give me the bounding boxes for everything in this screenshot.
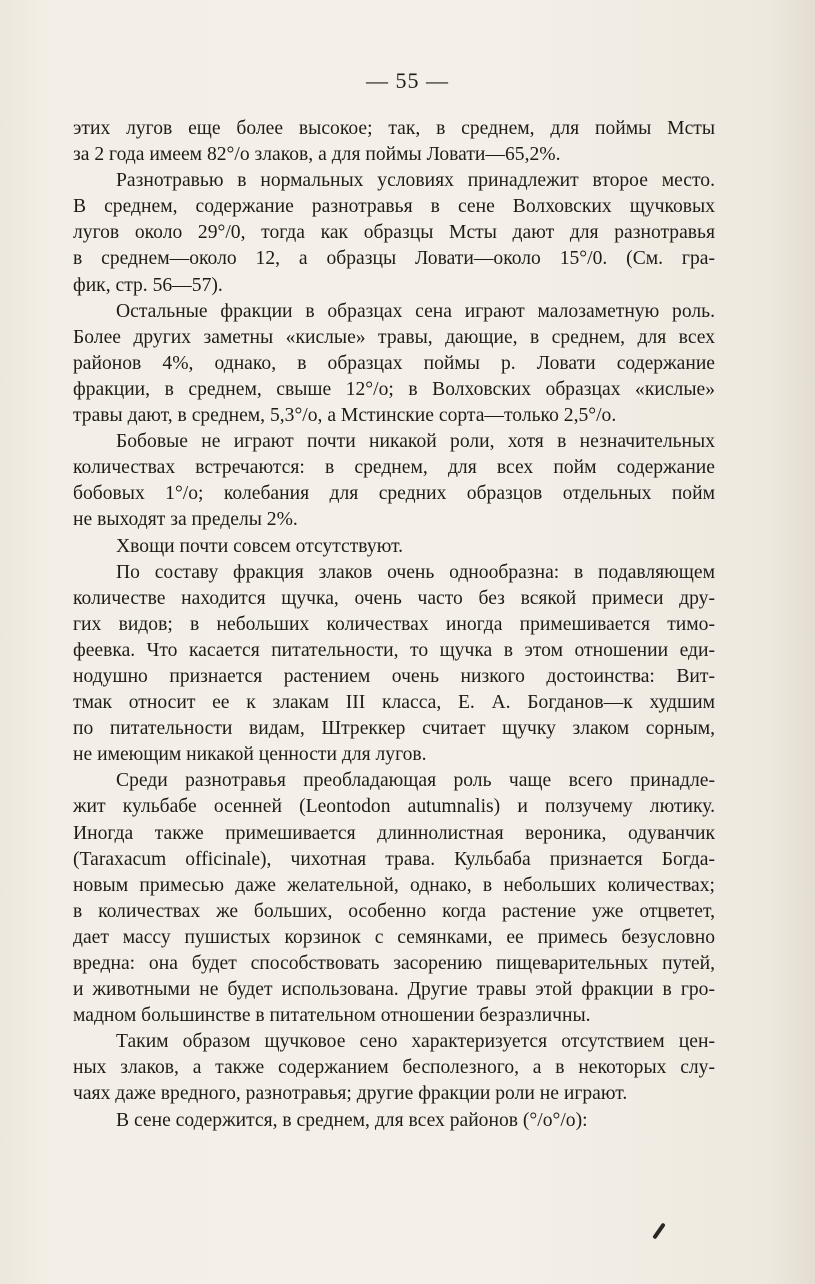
text-line: не выходят за пределы 2%. (73, 509, 298, 531)
paragraph (73, 1108, 715, 1134)
text-line: По составу фракция злаков очень однообразна: в подавляющем (116, 561, 715, 583)
text-line: районов 4%, однако, в образцах поймы р. Ловати содержание (73, 352, 715, 374)
text-line: фик, стр. 56—57). (73, 274, 223, 296)
text-line: этих лугов еще более высокое; так, в среднем, для поймы Мсты (73, 118, 715, 139)
text-line: не имеющим никакой ценности для лугов. (73, 744, 427, 766)
text-line: в количествах же больших, особенно когда растение уже отцветет, (73, 900, 715, 922)
text-line: травы дают, в среднем, 5,3°/о, а Мстинские сорта—только 2,5°/о. (73, 405, 617, 427)
text-line: В среднем, содержание разнотравья в сене Волховских щучковых (73, 196, 715, 218)
paragraph (73, 429, 715, 533)
text-line: феевка. Что касается питательности, то щучка в этом отношении еди- (73, 639, 715, 661)
paragraph (73, 116, 715, 168)
text-line: В сене содержится, в среднем, для всех районов (°/о°/о): (116, 1109, 588, 1131)
text-line: тмак относит ее к злакам III класса, Е. А. Богданов—к худшим (73, 692, 715, 714)
pencil-mark (652, 1222, 666, 1239)
body-text (73, 116, 715, 1134)
text-line: Хвощи почти совсем отсутствуют. (116, 535, 404, 557)
text-line: количестве находится щучка, очень часто без всякой примеси дру- (73, 587, 715, 609)
paragraph (73, 560, 715, 769)
text-line: Бобовые не играют почти никакой роли, хотя в незначительных (116, 431, 715, 453)
text-line: Более других заметны «кислые» травы, дающие, в среднем, для всех (73, 326, 715, 348)
paragraph (73, 299, 715, 429)
text-line: Остальные фракции в образцах сена играют малозаметную роль. (116, 300, 715, 322)
text-line: по питательности видам, Штреккер считает щучку злаком сорным, (73, 718, 715, 740)
text-line: вредна: она будет способствовать засорению пищеварительных путей, (73, 953, 715, 974)
text-line: Иногда также примешивается длиннолистная вероника, одуванчик (73, 822, 715, 844)
text-line: новым примесью даже желательной, однако, в небольших количествах; (73, 874, 715, 896)
text-line: Таким образом щучковое сено характеризуется отсутствием цен- (116, 1031, 715, 1053)
text-line: жит кульбабе осенней (Leontodon autumnalis) и ползучему лютику. (73, 796, 715, 818)
text-line: и животными не будет использована. Другие травы этой фракции в гро- (73, 979, 715, 1001)
text-line: бобовых 1°/о; колебания для средних образцов отдельных пойм (73, 483, 715, 505)
paragraph (73, 1029, 715, 1107)
text-line: ных злаков, а также содержанием бесполезного, а в некоторых слу- (73, 1057, 715, 1079)
paragraph (73, 768, 715, 1029)
paragraph (73, 168, 715, 298)
text-line: гих видов; в небольших количествах иногда примешивается тимо- (73, 613, 715, 635)
text-line: лугов около 29°/0, тогда как образцы Мсты дают для разнотравья (73, 222, 715, 244)
text-line: количествах встречаются: в среднем, для всех пойм содержание (73, 457, 715, 479)
text-line: в среднем—около 12, а образцы Ловати—около 15°/0. (См. гра- (73, 248, 715, 270)
text-line: (Taraxacum officinale), чихотная трава. Кульбаба признается Богда- (73, 848, 715, 870)
text-line: за 2 года имеем 82°/о злаков, а для поймы Ловати—65,2%. (73, 144, 561, 166)
text-line: чаях даже вредного, разнотравья; другие фракции роли не играют. (73, 1083, 628, 1105)
page-number: — 55 — (366, 68, 449, 93)
text-line: фракции, в среднем, свыше 12°/о; в Волховских образцах «кислые» (73, 378, 715, 400)
text-line: мадном большинстве в питательном отношении безразличны. (73, 1005, 591, 1027)
text-line: дает массу пушистых корзинок с семянками, ее примесь безусловно (73, 926, 715, 948)
text-line: Разнотравью в нормальных условиях принадлежит второе место. (116, 170, 715, 192)
paragraph (73, 534, 715, 560)
text-line: нодушно признается растением очень низкого достоинства: Вит- (73, 665, 715, 687)
text-line: Среди разнотравья преобладающая роль чаще всего принадле- (116, 770, 715, 792)
